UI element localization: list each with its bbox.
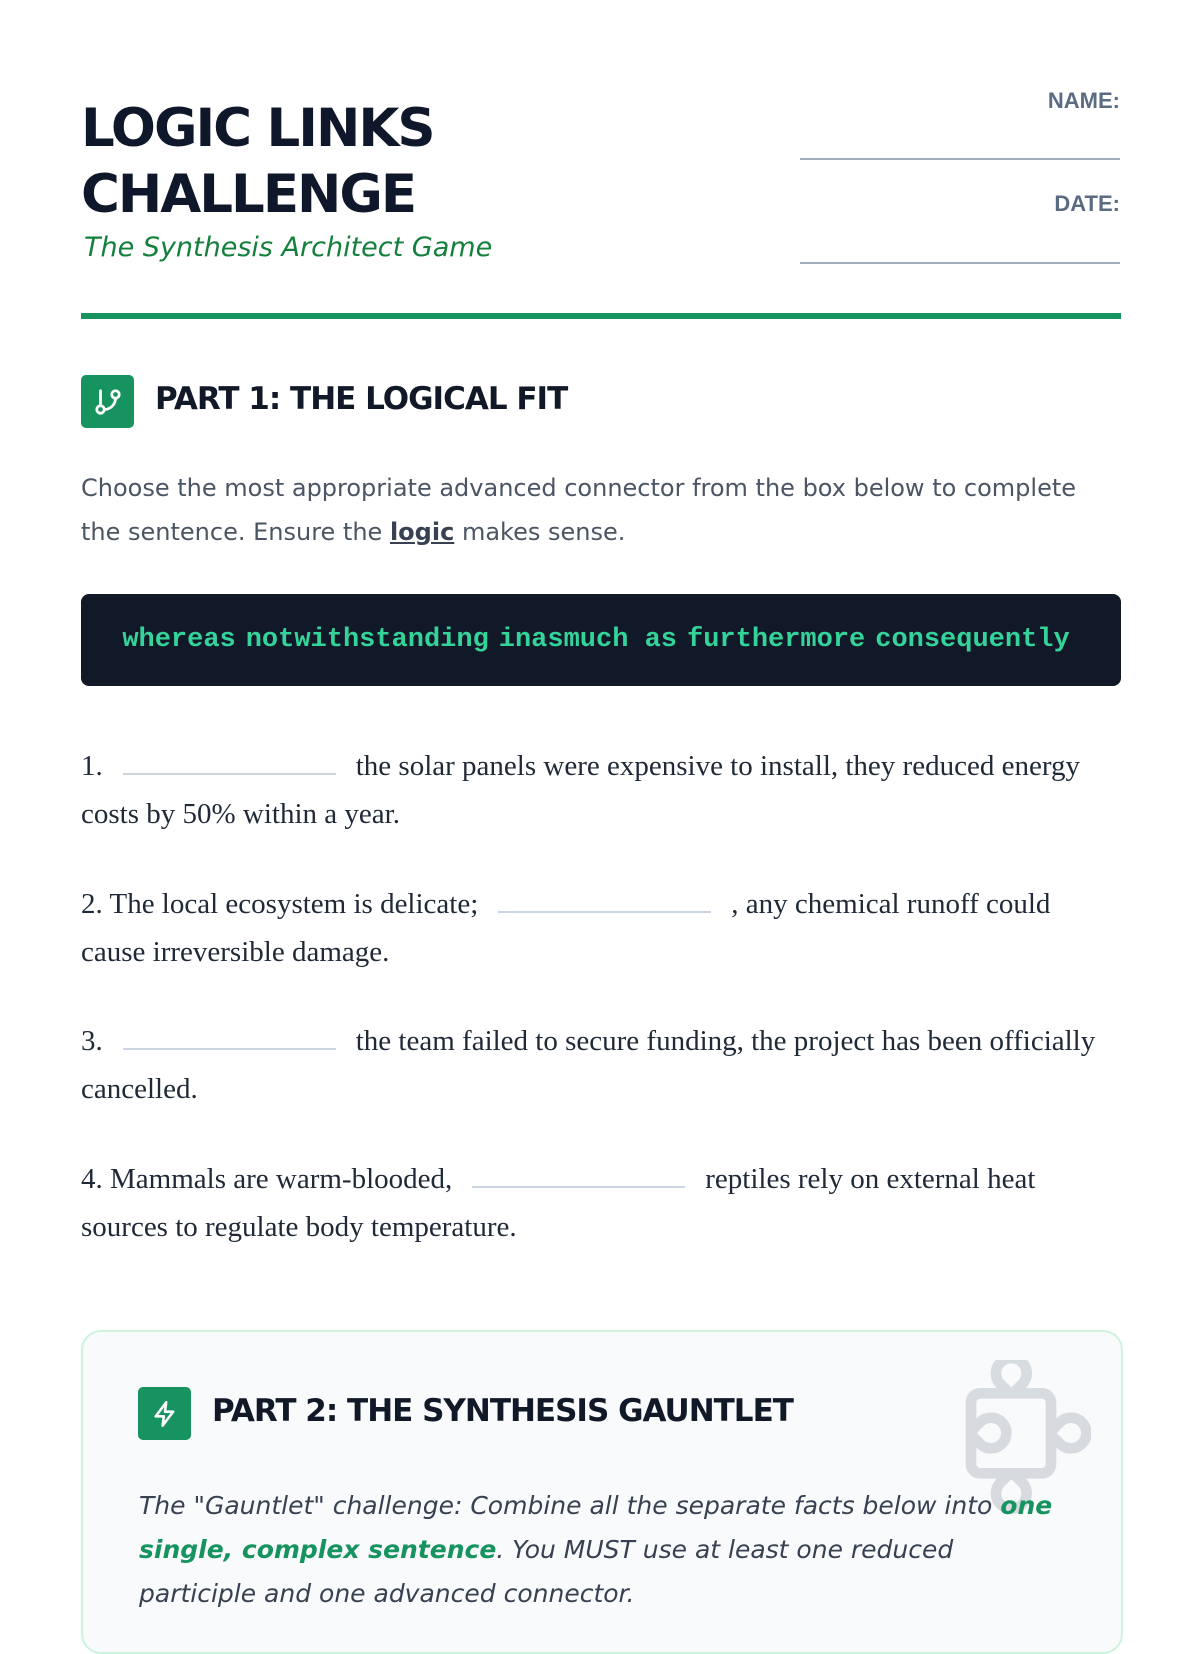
answer-blank[interactable] — [472, 1166, 685, 1188]
question-text: 4. Mammals are warm-blooded, — [81, 1163, 453, 1195]
part2-instructions — [139, 1484, 1069, 1616]
question-text: , any chemical runoff could cause irreversible damage. — [81, 888, 1051, 968]
question-text: reptiles rely on external heat sources to regulate body temperature. — [81, 1163, 1036, 1243]
word-bank-item: whereas — [122, 625, 236, 655]
answer-blank[interactable] — [498, 891, 711, 913]
question-text: the team failed to secure funding, the project has been officially cancelled. — [81, 1025, 1096, 1105]
question-text: the solar panels were expensive to install, they reduced energy costs by 50% within a year. — [81, 750, 1080, 830]
gauntlet-text: The "Gauntlet" challenge: Combine all the separate facts below into — [139, 1491, 1001, 1520]
title-line-2: CHALLENGE — [81, 164, 416, 225]
part1-instructions — [81, 466, 1121, 554]
name-field[interactable] — [800, 158, 1120, 160]
question-2 — [81, 880, 1121, 976]
question-text: 3. — [81, 1025, 103, 1057]
question-text: 1. — [81, 750, 103, 782]
git-branch-icon — [81, 375, 134, 428]
lightning-icon — [138, 1387, 191, 1440]
part2-title: PART 2: THE SYNTHESIS GAUNTLET — [212, 1393, 793, 1429]
word-bank — [81, 594, 1121, 686]
gauntlet-emphasis: one single, complex sentence — [139, 1491, 1053, 1564]
word-bank-item: furthermore — [687, 625, 866, 655]
question-text: 2. The local ecosystem is delicate; — [81, 888, 479, 920]
title-line-1: LOGIC LINKS — [81, 98, 434, 159]
question-4 — [81, 1155, 1121, 1251]
question-3 — [81, 1017, 1121, 1113]
question-1 — [81, 742, 1121, 838]
answer-blank[interactable] — [123, 1028, 336, 1050]
instructions-text-end: makes sense. — [454, 518, 626, 546]
word-bank-item: notwithstanding — [245, 625, 489, 655]
instructions-emphasis: logic — [389, 518, 455, 546]
part1-title: PART 1: THE LOGICAL FIT — [155, 381, 568, 417]
subtitle: The Synthesis Architect Game — [84, 232, 493, 263]
gauntlet-text-end: . You MUST use at least one reduced participle and one advanced connector. — [139, 1535, 954, 1608]
answer-blank[interactable] — [123, 753, 336, 775]
header-divider — [81, 313, 1121, 319]
instructions-text: Choose the most appropriate advanced connector from the box below to complete the sentence. Ensure the — [81, 474, 1077, 546]
part2-card — [81, 1330, 1123, 1654]
word-bank-item: consequently — [875, 625, 1070, 655]
date-field[interactable] — [800, 262, 1120, 264]
date-label: DATE: — [1054, 191, 1120, 216]
worksheet-header — [81, 96, 1121, 228]
word-bank-item: inasmuch as — [498, 625, 678, 655]
name-label: NAME: — [1047, 88, 1120, 113]
